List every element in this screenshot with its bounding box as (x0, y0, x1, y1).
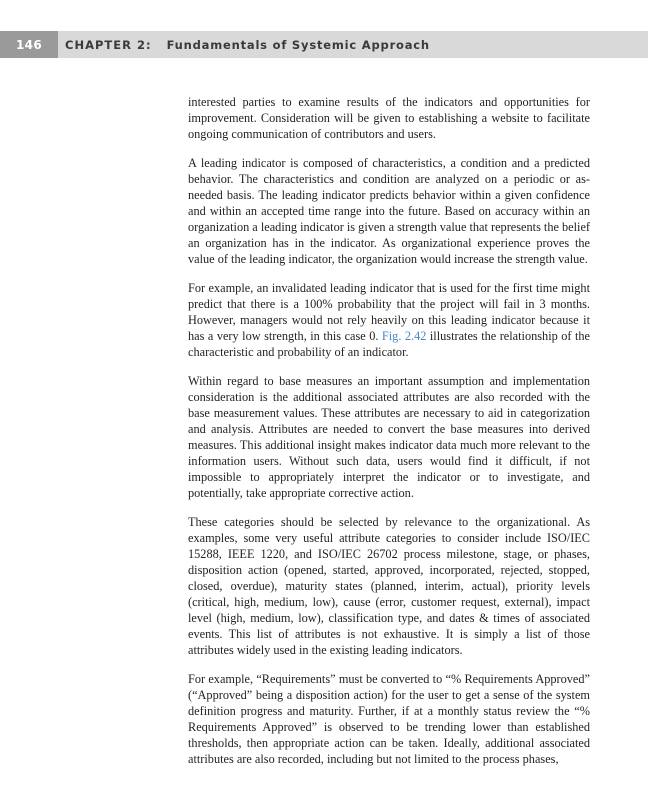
figure-link[interactable]: Fig. 2.42 (381, 329, 427, 343)
page-number: 146 (0, 31, 58, 58)
paragraph-2: A leading indicator is composed of characteristics, a condition and a predicted behavior. The characteristics and condition are analyzed on a periodic or as-needed basis. The leading indicator predicts behavior within a given confidence and within an accepted time range into the future. Based on accuracy within an organization a leading indicator is given a strength value that represents the belief an organization has in the indicator. As organizational experience proves the value of the leading indicator, the organization would increase the strength value. (188, 156, 591, 266)
chapter-title: Fundamentals of Systemic Approach (166, 37, 430, 52)
paragraph-6: For example, “Requirements” must be converted to “% Requirements Approved” (“Approved” being a disposition action) for the user to get a sense of the system definition progress and maturity. Further, if at a monthly status review the “% Requirements Approved” is observed to be trending lower than established thresholds, then appropriate action can be taken. Ideally, additional associated attributes are also recorded, including but not limited to the process phases, (188, 672, 590, 766)
paragraph-1: interested parties to examine results of the indicators and opportunities for improvement. Consideration will be given to establishing a website to facilitate ongoing communication of contributors and users. (188, 95, 590, 141)
paragraph-4: Within regard to base measures an important assumption and implementation consideration is the additional associated attributes are also recorded with the base measurement values. These attributes are necessary to aid in categorization and analysis. Attributes are needed to convert the base measures into derived measures. This additional insight makes indicator data much more relevant to the information users. Without such data, users would find it difficult, if not impossible to appropriately interpret the indicator or to investigate, and potentially, take appropriate corrective action. (188, 374, 590, 500)
running-header (0, 31, 648, 58)
paragraph-5: These categories should be selected by relevance to the organizational. As examples, some very useful attribute categories to consider include ISO/IEC 15288, IEEE 1220, and ISO/IEC 26702 process milestone, stage, or phases, disposition action (opened, started, approved, incorporated, rejected, stopped, closed, overdue), maturity states (planned, interim, actual), priority levels (critical, high, medium, low), cause (error, customer request, external), impact level (high, medium, low), classification type, and dates & times of associated events. This list of attributes is not exhaustive. It is simply a list of those attributes widely used in the existing leading indicators. (188, 515, 590, 657)
paragraph-3 (188, 280, 590, 360)
paragraph-3-text-after: illustrates the relationship of the characteristic and probability of an indicator. (188, 329, 590, 359)
chapter-label: CHAPTER 2: (65, 37, 152, 52)
body-text (188, 94, 590, 780)
paragraph-3-text-before: For example, an invalidated leading indicator that is used for the first time might predict that there is a 100% probability that the project will fail in 3 months. However, managers would not rely heavily on this leading indicator because it has a very low strength, in this case 0. (188, 281, 590, 343)
